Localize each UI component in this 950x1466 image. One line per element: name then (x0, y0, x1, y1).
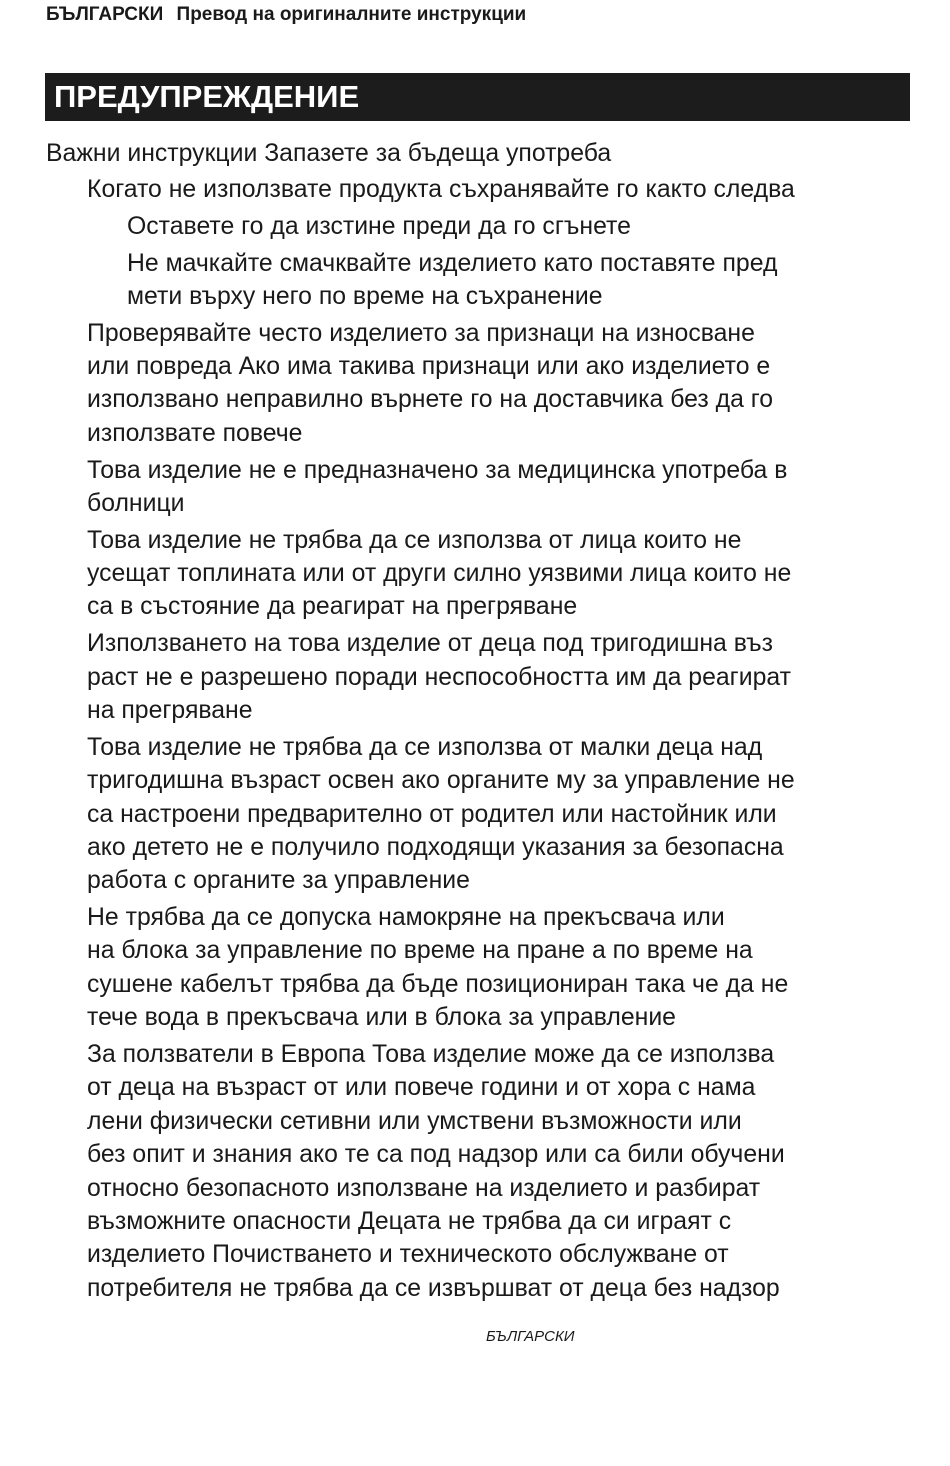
instruction-item (87, 454, 916, 521)
text-line: Това изделие не трябва да се използва от лица които не (87, 526, 742, 554)
text-line: на прегряване (87, 696, 253, 724)
instruction-item (87, 524, 916, 624)
text-line: лени физически сетивни или умствени възможности или (87, 1107, 742, 1135)
text-line: потребителя не трябва да се извършват от деца без надзор (87, 1274, 780, 1302)
instruction-item (87, 627, 916, 727)
text-line: тече вода в прекъсвача или в блока за управление (87, 1004, 676, 1032)
instructions-intro: Важни инструкции Запазете за бъдеща употреба (46, 140, 612, 167)
instructions-content (46, 137, 916, 1308)
header-subtitle: Превод на оригиналните инструкции (176, 4, 527, 25)
page-footer: БЪЛГАРСКИ (486, 1328, 575, 1345)
instruction-storage (87, 173, 916, 313)
text-line: Това изделие не трябва да се използва от малки деца над (87, 733, 763, 761)
text-line: възможните опасности Децата не трябва да си играят с (87, 1207, 732, 1235)
text-line: използвате повече (87, 419, 303, 447)
header-language: БЪЛГАРСКИ (46, 4, 164, 25)
storage-tip (127, 210, 916, 243)
text-line: работа с органите за управление (87, 867, 470, 895)
text-line: изделието Почистването и техническото обслужване от (87, 1241, 729, 1269)
text-line: са в състояние да реагират на прегряване (87, 593, 578, 621)
text-line: Не трябва да се допуска намокряне на прекъсвача или (87, 904, 725, 932)
storage-lead: Когато не използвате продукта съхранявайте го както следва (87, 176, 795, 204)
instruction-item (87, 731, 916, 898)
text-line: са настроени предварително от родител или настойник или (87, 800, 777, 828)
text-line: или повреда Ако има такива признаци или ако изделието е (87, 353, 771, 381)
text-line: Това изделие не е предназначено за медицинска употреба в (87, 456, 788, 484)
instruction-item (87, 901, 916, 1035)
text-line: от деца на възраст от или повече години и от хора с нама (87, 1074, 756, 1102)
text-line: използвано неправилно върнете го на доставчика без да го (87, 386, 774, 414)
storage-tips (87, 210, 916, 314)
text-line: Оставете го да изстине преди да го сгънете (127, 212, 631, 240)
text-line: За ползватели в Европа Това изделие може да се използва (87, 1040, 775, 1068)
storage-tip (127, 247, 916, 314)
warning-title: ПРЕДУПРЕЖДЕНИЕ (54, 79, 360, 114)
warning-title-bar (45, 73, 910, 121)
text-line: без опит и знания ако те са под надзор или са били обучени (87, 1141, 785, 1169)
page-header (46, 2, 526, 28)
text-line: Използването на това изделие от деца под тригодишна въз (87, 630, 773, 658)
text-line: болници (87, 489, 185, 517)
text-line: сушене кабелът трябва да бъде позициониран така че да не (87, 970, 789, 998)
text-line: относно безопасното използване на изделието и разбират (87, 1174, 761, 1202)
text-line: тригодишна възраст освен ако органите му за управление не (87, 767, 795, 795)
text-line: раст не е разрешено поради неспособността им да реагират (87, 663, 791, 691)
text-line: Проверявайте често изделието за признаци на износване (87, 319, 755, 347)
instruction-item (87, 317, 916, 451)
instruction-list (46, 173, 916, 1305)
text-line: усещат топлината или от други силно уязвими лица които не (87, 560, 792, 588)
instruction-item (87, 1038, 916, 1305)
text-line: Не мачкайте смачквайте изделието като поставяте пред (127, 249, 778, 277)
text-line: ако детето не е получило подходящи указания за безопасна (87, 833, 784, 861)
text-line: мети върху него по време на съхранение (127, 282, 603, 310)
text-line: на блока за управление по време на пране а по време на (87, 937, 753, 965)
